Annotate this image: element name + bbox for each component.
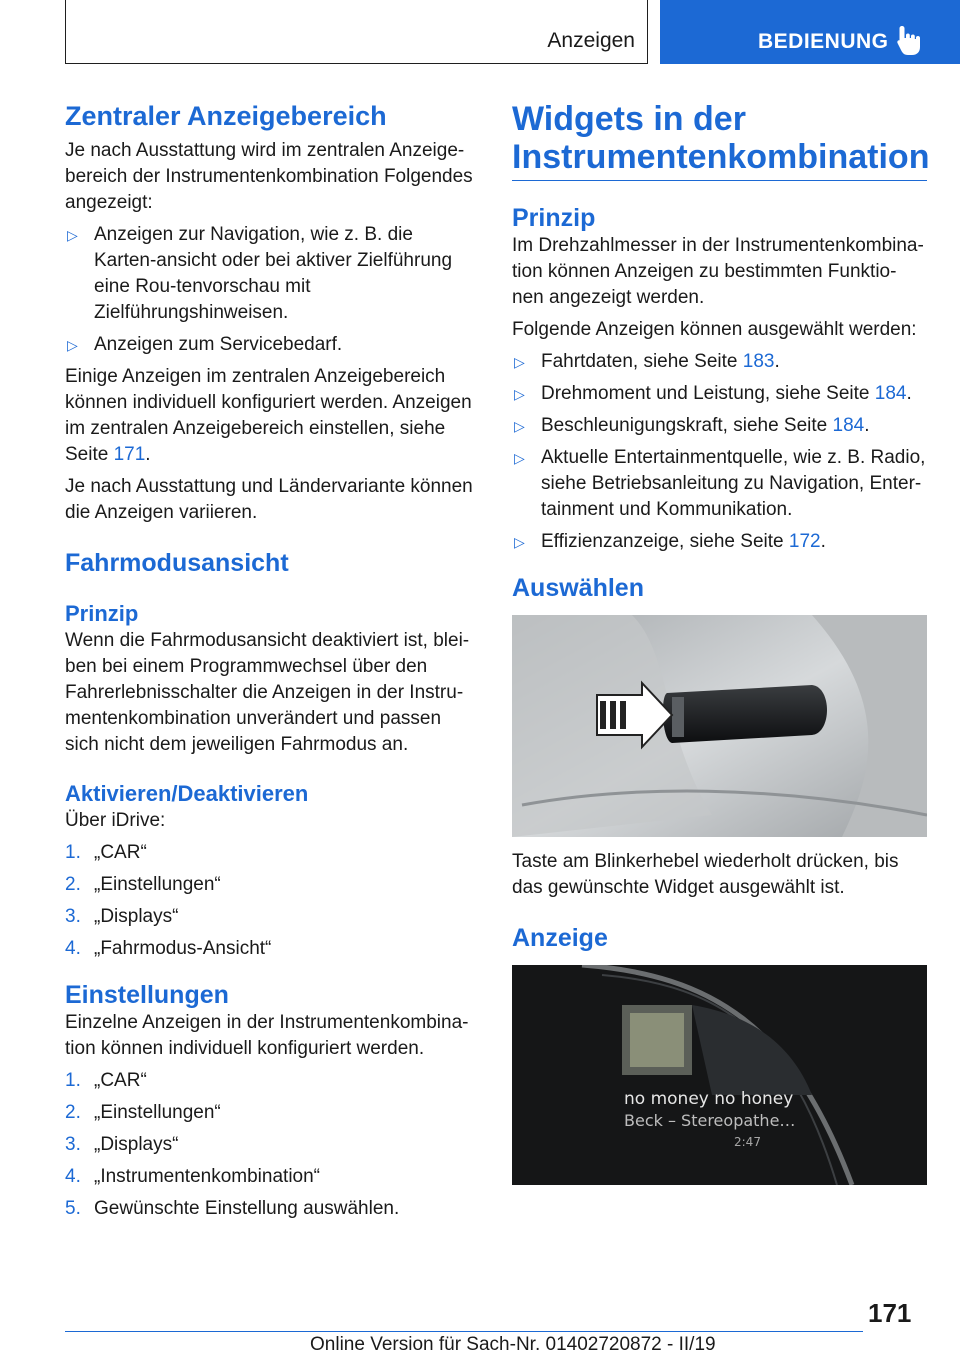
pointing-hand-icon [896,24,924,56]
list-item: 1. „CAR“ [65,842,147,863]
cluster-frame [512,965,927,1185]
triangle-bullet-icon: ▷ [67,337,78,353]
list-item: ▷ Anzeigen zum Servicebedarf. [65,332,480,358]
list-item: ▷ Anzeigen zur Navigation, wie z. B. die Karten-ansicht oder bei aktiver Zielführung eine Rou-tenvorschau mit Zielführungshinweisen. [67,224,453,323]
bullet-list-widgets [512,349,927,555]
page-link[interactable]: 184 [832,415,865,436]
paragraph-prinzip-right: Im Drehzahlmesser in der Instrumentenkombina-tion können Anzeigen zu bestimmten Funktio-nen angezeigt werden. [512,235,924,308]
list-item: ▷ Beschleunigungskraft, siehe Seite 184. [512,413,927,439]
list-item: ▷ Effizienzanzeige, siehe Seite 172. [512,529,927,555]
page-link[interactable]: 172 [788,531,821,552]
list-item: 4. „Instrumentenkombination“ [65,1166,320,1187]
heading-fahrmodusansicht: Fahrmodusansicht [65,549,289,577]
header-section-title: Anzeigen [547,29,635,52]
list-item: 3. „Displays“ [65,906,179,927]
paragraph-folgende: Folgende Anzeigen können ausgewählt werden: [512,319,917,340]
triangle-bullet-icon: ▷ [514,450,525,466]
page-link[interactable]: 183 [742,351,775,372]
footer-divider [65,1331,863,1332]
paragraph-zentral-variante: Je nach Ausstattung und Ländervariante können die Anzeigen variieren. [65,476,473,523]
triangle-bullet-icon: ▷ [67,227,78,243]
list-item: 2. „Einstellungen“ [65,874,221,895]
list-item: 5. Gewünschte Einstellung auswählen. [65,1198,400,1219]
right-column [512,100,930,1185]
heading-widgets: Widgets in der Instrumentenkombination [512,100,927,181]
paragraph-prinzip-left: Wenn die Fahrmodusansicht deaktiviert ist, blei-ben bei einem Programmwechsel über den Fahrerlebnisschalter die Anzeigen in der Instru-mentenkombination unverändert und passen sich nicht dem jeweiligen Fahrmodus an. [65,630,470,755]
list-item: 1. „CAR“ [65,1070,147,1091]
steps-aktivieren [65,840,480,962]
left-column [65,100,480,1228]
heading-einstellungen: Einstellungen [65,981,229,1009]
list-item: ▷ Fahrtdaten, siehe Seite 183. [512,349,927,375]
header-section-box [65,0,648,64]
page-number: 171 [868,1298,912,1328]
triangle-bullet-icon: ▷ [514,534,525,550]
paragraph-idrive: Über iDrive: [65,810,166,831]
heading-zentraler-anzeigebereich: Zentraler Anzeigebereich [65,101,387,131]
instrument-cluster-photo [512,965,927,1185]
paragraph-caption-auswaehlen: Taste am Blinkerhebel wiederholt drücken, bis das gewünschte Widget ausgewählt ist. [512,851,899,898]
page-link[interactable]: 184 [874,383,907,404]
heading-auswaehlen: Auswählen [512,574,644,602]
list-item: 3. „Displays“ [65,1134,179,1155]
track-time: 2:47 [734,1135,761,1149]
bullet-list-zentral [65,222,480,358]
footer-version-text: Online Version für Sach-Nr. 01402720872 - II/19 [310,1334,716,1355]
paragraph-zentral-intro: Je nach Ausstattung wird im zentralen Anzeige-bereich der Instrumentenkombination Folgendes angezeigt: [65,140,473,213]
heading-aktivieren-deaktivieren: Aktivieren/Deaktivieren [65,781,309,806]
heading-prinzip-left: Prinzip [65,601,139,626]
track-artist: Beck – Stereopathe… [624,1111,796,1130]
heading-anzeige: Anzeige [512,924,608,952]
heading-prinzip-right: Prinzip [512,204,596,232]
page-link-171[interactable]: 171 [113,444,146,465]
header-chapter-title: BEDIENUNG [758,30,889,53]
track-title: no money no honey [624,1089,794,1109]
turn-signal-lever-photo [512,615,927,837]
paragraph-einstellungen: Einzelne Anzeigen in der Instrumentenkombina-tion können individuell konfiguriert werden. [65,1012,469,1059]
paragraph-zentral-konfig: Einige Anzeigen im zentralen Anzeigebereich können individuell konfiguriert werden. Anzeigen im zentralen Anzeigebereich einstellen, siehe Seite 171. [65,366,472,465]
list-item: 2. „Einstellungen“ [65,1102,221,1123]
steps-einstellungen [65,1068,480,1222]
list-item: ▷ Aktuelle Entertainmentquelle, wie z. B. Radio, siehe Betriebsanleitung zu Navigation, Enter-tainment und Kommunikation. [514,447,926,520]
triangle-bullet-icon: ▷ [514,354,525,370]
triangle-bullet-icon: ▷ [514,386,525,402]
list-item: ▷ Drehmoment und Leistung, siehe Seite 184. [512,381,927,407]
header-chapter-tab [660,0,960,64]
triangle-bullet-icon: ▷ [514,418,525,434]
list-item: 4. „Fahrmodus-Ansicht“ [65,938,272,959]
